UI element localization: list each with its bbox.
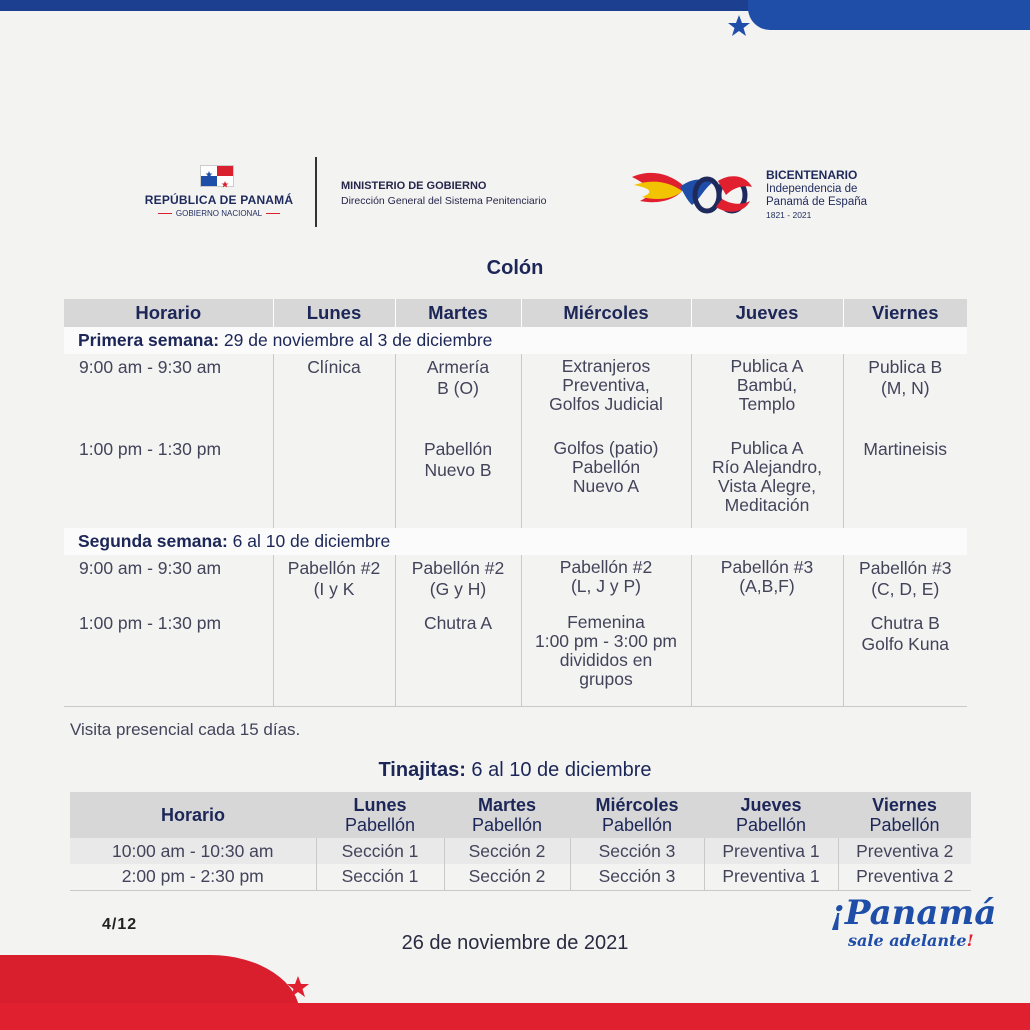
table-cell: Preventiva 2 xyxy=(838,838,971,864)
header-cell: Jueves xyxy=(691,299,843,327)
table-cell: Chutra A xyxy=(395,610,521,706)
table-row xyxy=(64,610,967,706)
republic-title: REPÚBLICA DE PANAMÁ xyxy=(144,193,294,207)
table-cell: Pabellón #2 (L, J y P) xyxy=(521,555,691,610)
bottom-red-bar xyxy=(0,1003,1030,1030)
bicentenario-years: 1821 - 2021 xyxy=(766,210,812,220)
red-star-icon xyxy=(286,975,310,999)
table-cell: Publica B (M, N) xyxy=(843,354,967,436)
table-cell: Sección 1 xyxy=(316,864,444,890)
table-cell: Sección 2 xyxy=(444,838,570,864)
table-row xyxy=(70,838,971,864)
table-cell: Publica A Río Alejandro, Vista Alegre, Meditación xyxy=(691,436,843,528)
header-cell: Lunes xyxy=(273,299,395,327)
publication-date: 26 de noviembre de 2021 xyxy=(401,932,629,954)
top-blue-bar xyxy=(0,0,760,11)
header-divider xyxy=(315,157,317,227)
week1-label-row xyxy=(64,327,967,354)
table-cell: Pabellón Nuevo B xyxy=(395,436,521,528)
tinajitas-schedule-table xyxy=(70,792,971,891)
visit-note: Visita presencial cada 15 días. xyxy=(70,720,301,739)
table-cell: Sección 3 xyxy=(570,864,704,890)
table-cell: Pabellón #3 (C, D, E) xyxy=(843,555,967,610)
republic-subtitle: GOBIERNO NACIONAL xyxy=(134,209,304,218)
table-cell: Sección 1 xyxy=(316,838,444,864)
time-cell: 1:00 pm - 1:30 pm xyxy=(64,610,273,706)
table-cell: Pabellón #3 (A,B,F) xyxy=(691,555,843,610)
table-row xyxy=(64,555,967,610)
table-cell xyxy=(691,610,843,706)
table-cell: Chutra B Golfo Kuna xyxy=(843,610,967,706)
ministry-title: MINISTERIO DE GOBIERNO xyxy=(341,180,487,192)
table-cell: Pabellón #2 (G y H) xyxy=(395,555,521,610)
header-cell: Viernes xyxy=(843,299,967,327)
table-cell: Publica A Bambú, Templo xyxy=(691,354,843,436)
ministry-subtitle: Dirección General del Sistema Penitenciario xyxy=(341,195,547,207)
bicentenario-logo-icon xyxy=(630,165,755,223)
table-cell: Preventiva 1 xyxy=(704,864,838,890)
top-blue-tab xyxy=(748,0,1030,30)
header-cell: Miércoles Pabellón xyxy=(570,792,704,838)
header-cell: Viernes Pabellón xyxy=(838,792,971,838)
week1-label: Primera semana: 29 de noviembre al 3 de diciembre xyxy=(64,327,967,354)
table-cell: Armería B (O) xyxy=(395,354,521,436)
table-cell xyxy=(273,436,395,528)
page-number: 4/12 xyxy=(102,916,138,933)
header-cell: Martes Pabellón xyxy=(444,792,570,838)
table-cell xyxy=(273,610,395,706)
header-cell: Horario xyxy=(70,792,316,838)
table-cell: Sección 3 xyxy=(570,838,704,864)
table-row xyxy=(64,354,967,436)
table-cell: Preventiva 2 xyxy=(838,864,971,890)
bicentenario-subtitle: Independencia de Panamá de España xyxy=(766,183,868,208)
table-cell: Golfos (patio) Pabellón Nuevo A xyxy=(521,436,691,528)
table-cell: Sección 2 xyxy=(444,864,570,890)
colon-schedule-table xyxy=(64,299,967,707)
header-cell: Jueves Pabellón xyxy=(704,792,838,838)
table-cell: Extranjeros Preventiva, Golfos Judicial xyxy=(521,354,691,436)
table-cell: Pabellón #2 (I y K xyxy=(273,555,395,610)
table-cell: Femenina 1:00 pm - 3:00 pm divididos en grupos xyxy=(521,610,691,706)
table-row xyxy=(70,864,971,890)
table-cell: 2:00 pm - 2:30 pm xyxy=(70,864,316,890)
week2-label-row xyxy=(64,528,967,555)
table-cell: Preventiva 1 xyxy=(704,838,838,864)
table-cell: Martineisis xyxy=(843,436,967,528)
colon-title: Colón xyxy=(486,257,544,279)
tinajitas-header-row xyxy=(70,792,971,838)
time-cell: 9:00 am - 9:30 am xyxy=(79,357,222,377)
header-cell: Martes xyxy=(395,299,521,327)
table-cell: 10:00 am - 10:30 am xyxy=(70,838,316,864)
colon-header-row xyxy=(64,299,967,327)
header-cell: Horario xyxy=(64,299,273,327)
bicentenario-title: BICENTENARIO xyxy=(766,168,858,182)
time-cell: 1:00 pm - 1:30 pm xyxy=(79,439,222,459)
time-cell: 9:00 am - 9:30 am xyxy=(79,558,222,578)
tinajitas-title: Tinajitas: 6 al 10 de diciembre xyxy=(378,759,652,781)
week2-label: Segunda semana: 6 al 10 de diciembre xyxy=(64,528,967,555)
table-cell: Clínica xyxy=(273,354,395,436)
header-cell: Miércoles xyxy=(521,299,691,327)
blue-star-icon xyxy=(727,14,751,38)
table-row xyxy=(64,436,967,528)
panama-flag-icon xyxy=(200,165,234,187)
panama-sale-adelante-logo: ¡Panamá sale adelante! xyxy=(830,893,997,950)
header-cell: Lunes Pabellón xyxy=(316,792,444,838)
